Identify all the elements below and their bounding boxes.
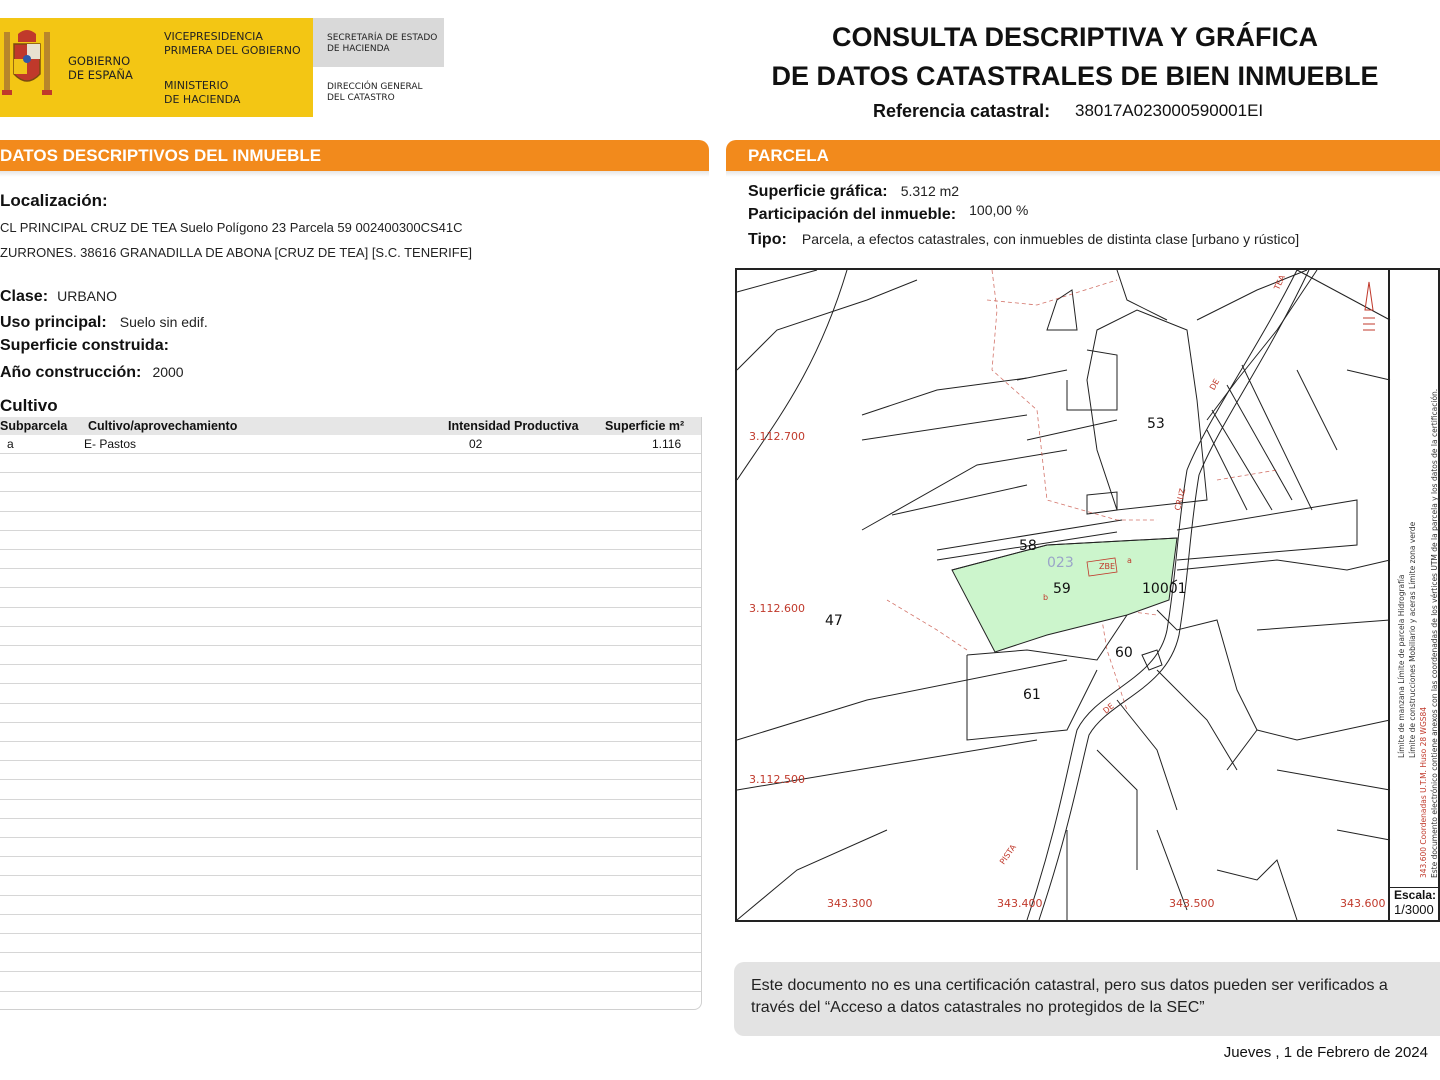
clase-row: [0, 286, 117, 306]
table-grid-line: [0, 914, 701, 915]
parcel-label-47: 47: [825, 613, 843, 629]
participacion-label: Participación del inmueble:: [748, 206, 957, 223]
table-grid-line: [0, 626, 701, 627]
table-row: [0, 435, 701, 453]
table-grid-line: [0, 491, 701, 492]
tipo-row: [748, 229, 1299, 249]
section-bar-descriptivos: [0, 140, 709, 171]
table-grid-line: [0, 549, 701, 550]
ref-catastral-label: Referencia catastral:: [873, 101, 1051, 121]
th-superficie: Superficie m²: [605, 419, 685, 433]
table-grid-line: [0, 971, 701, 972]
ministerio-line2: DE HACIENDA: [164, 93, 241, 106]
table-header: [0, 417, 701, 435]
table-grid-line: [0, 799, 701, 800]
section-shadow-right: [726, 171, 1440, 177]
building-label: ZBE: [1099, 562, 1116, 571]
section-shadow-left: [0, 171, 709, 177]
cadastral-map[interactable]: [735, 268, 1440, 922]
sup-grafica-value: 5.312 m2: [900, 183, 960, 199]
table-grid-line: [0, 933, 701, 934]
table-grid-line: [0, 875, 701, 876]
coat-of-arms-icon: [0, 28, 56, 103]
ref-catastral-value: 38017A023000590001EI: [1075, 101, 1264, 120]
uso-value: Suelo sin edif.: [119, 314, 208, 330]
table-grid-line: [0, 779, 701, 780]
y-label-1: 3.112.700: [749, 430, 805, 443]
table-grid-line: [0, 607, 701, 608]
table-grid-line: [0, 587, 701, 588]
table-grid-line: [0, 703, 701, 704]
anio-label: Año construcción:: [0, 364, 142, 381]
secretaria-line1: SECRETARÍA DE ESTADO: [327, 33, 438, 43]
clase-label: Clase:: [0, 288, 49, 305]
x-label-1: 343.300: [827, 897, 873, 910]
gobierno-line1: GOBIERNO: [68, 54, 131, 68]
secretaria-line2: DE HACIENDA: [327, 44, 390, 54]
legend-col1: Límite de manzana Límite de parcela Hidrografía: [1397, 574, 1406, 758]
uso-row: [0, 312, 208, 332]
direccion-text: [327, 82, 423, 104]
vicepresidencia-text: [164, 30, 301, 58]
parcel-label-60: 60: [1115, 645, 1133, 661]
table-grid-line: [0, 511, 701, 512]
cultivo-table: [0, 417, 702, 1010]
th-cultivo: Cultivo/aprovechamiento: [88, 419, 238, 433]
subparcela-label-b: b: [1043, 593, 1049, 602]
document-date: Jueves , 1 de Febrero de 2024: [1223, 1044, 1428, 1061]
table-grid-line: [0, 530, 701, 531]
road-label-de-1: DE: [1207, 377, 1222, 392]
y-label-2: 3.112.600: [749, 602, 805, 615]
map-scale: [1390, 887, 1440, 923]
subparcela-label-a: a: [1127, 556, 1132, 565]
poligono-label: 023: [1047, 555, 1074, 571]
table-grid-line: [0, 837, 701, 838]
y-label-3: 3.112.500: [749, 773, 805, 786]
uso-label: Uso principal:: [0, 314, 107, 331]
table-grid-line: [0, 645, 701, 646]
road-label-cruz: CRUZ: [1172, 487, 1188, 512]
localizacion-line1: CL PRINCIPAL CRUZ DE TEA Suelo Polígono 23 Parcela 59 002400300CS41C: [0, 220, 463, 235]
participacion-row: [748, 204, 1028, 224]
gobierno-text: [68, 54, 133, 82]
road-label-tea: TEA: [1272, 273, 1288, 292]
anio-row: [0, 362, 184, 382]
x-label-2: 343.400: [997, 897, 1043, 910]
title-line2: DE DATOS CATASTRALES DE BIEN INMUEBLE: [771, 61, 1379, 91]
legend-text: [1396, 278, 1440, 878]
parcel-label-58: 58: [1019, 538, 1037, 554]
map-legend: [1394, 272, 1438, 884]
legend-col3: 343.600 Coordenadas U.T.M. Huso 28 WGS84: [1419, 706, 1428, 878]
title-line1: CONSULTA DESCRIPTIVA Y GRÁFICA: [831, 22, 1319, 52]
superficie-construida-label: Superficie construida:: [0, 337, 169, 354]
table-grid-line: [0, 760, 701, 761]
anio-value: 2000: [152, 364, 184, 380]
table-grid-line: [0, 664, 701, 665]
cell-subparcela: a: [7, 437, 14, 451]
document-title: [770, 18, 1380, 96]
table-grid-line: [0, 991, 701, 992]
x-label-3: 343.500: [1169, 897, 1215, 910]
table-grid-line: [0, 683, 701, 684]
localizacion-line2: ZURRONES. 38616 GRANADILLA DE ABONA [CRUZ DE TEA] [S.C. TENERIFE]: [0, 245, 472, 260]
section-title-descriptivos: DATOS DESCRIPTIVOS DEL INMUEBLE: [0, 146, 322, 165]
gobierno-line2: DE ESPAÑA: [68, 68, 133, 82]
table-grid-line: [0, 472, 701, 473]
legend-col2: Límite de construcciones Mobiliario y aceras Límite zona verde: [1408, 521, 1417, 758]
secretaria-text: [327, 33, 437, 55]
table-grid-line: [0, 722, 701, 723]
x-label-4: 343.600: [1340, 897, 1386, 910]
tipo-label: Tipo:: [748, 231, 787, 248]
scale-value: 1/3000: [1394, 902, 1434, 917]
vice-line2: PRIMERA DEL GOBIERNO: [164, 44, 301, 57]
tipo-value: Parcela, a efectos catastrales, con inmuebles de distinta clase [urbano y rústico]: [801, 231, 1300, 247]
participacion-value: 100,00 %: [969, 202, 1029, 218]
cell-cultivo: E- Pastos: [84, 437, 137, 451]
direccion-line1: DIRECCIÓN GENERAL: [327, 82, 423, 92]
parcel-label-59: 59: [1053, 581, 1071, 597]
scale-label: Escala:: [1394, 888, 1437, 902]
verification-notice: Este documento no es una certificación catastral, pero sus datos pueden ser verificados a través del “Acceso a datos catastrales no protegidos de la SEC”: [734, 962, 1440, 1036]
table-grid-line: [0, 568, 701, 569]
ref-label-10001: 10001: [1142, 581, 1187, 597]
cell-superficie: 1.116: [652, 437, 682, 451]
parcel-label-53: 53: [1147, 416, 1165, 432]
th-subparcela: Subparcela: [0, 419, 68, 433]
road-label-de-2: DE: [1101, 701, 1116, 716]
section-title-parcela: PARCELA: [748, 146, 829, 165]
table-grid-line: [0, 453, 701, 454]
cultivo-title: Cultivo: [0, 396, 58, 415]
map-legend-separator: [1388, 268, 1390, 922]
cell-intensidad: 02: [469, 437, 483, 451]
table-grid-line: [0, 895, 701, 896]
table-grid-line: [0, 856, 701, 857]
legend-col4: Este documento electrónico contiene anexos con las coordenadas de los vértices UTM de la parcela y los datos de la certificación.: [1430, 388, 1439, 878]
road-label-pista: PISTA: [998, 842, 1018, 867]
table-grid-line: [0, 818, 701, 819]
table-grid-line: [0, 952, 701, 953]
ministerio-line1: MINISTERIO: [164, 79, 229, 92]
parcel-label-61: 61: [1023, 687, 1041, 703]
th-intensidad: Intensidad Productiva: [448, 419, 579, 433]
section-bar-parcela: [726, 140, 1440, 171]
clase-value: URBANO: [57, 288, 118, 304]
localizacion-label: Localización:: [0, 191, 108, 210]
ministerio-text: [164, 79, 240, 107]
direccion-line2: DEL CATASTRO: [327, 93, 395, 103]
table-grid-line: [0, 741, 701, 742]
sup-grafica-label: Superficie gráfica:: [748, 183, 888, 200]
vice-line1: VICEPRESIDENCIA: [164, 30, 263, 43]
superficie-grafica-row: [748, 181, 959, 201]
